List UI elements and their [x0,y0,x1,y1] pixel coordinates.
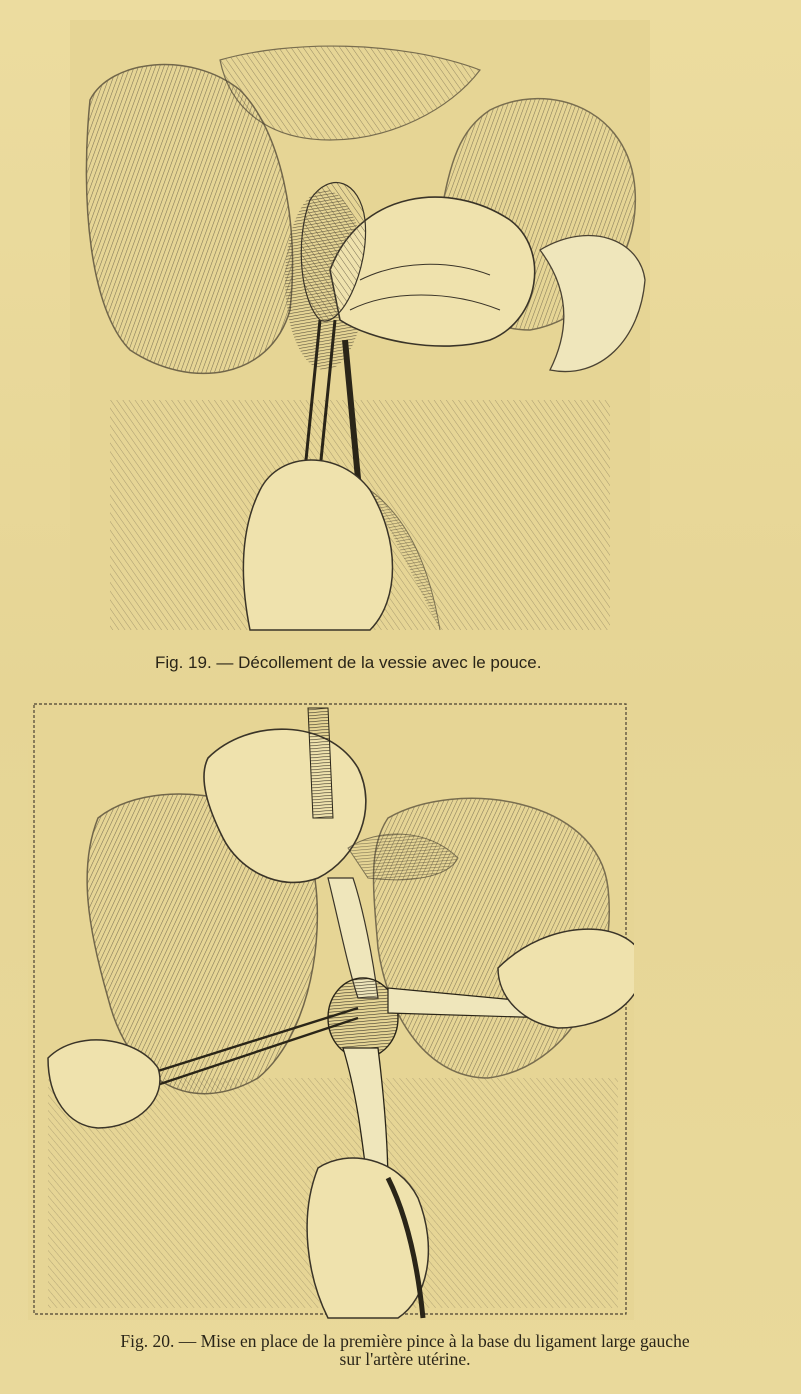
figure-20-caption-line-1: Fig. 20. — Mise en place de la première pince à la base du ligament large gauche [120,1331,690,1351]
figure-20-illustration [28,698,634,1320]
figure-19-engraving [70,20,650,640]
figure-20-caption-line-2: sur l'artère utérine. [339,1349,471,1369]
figure-19-caption: Fig. 19. — Décollement de la vessie avec le pouce. [155,653,542,672]
figure-20-caption [20,1332,790,1368]
figure-20-engraving [28,698,634,1320]
figure-19-illustration [70,20,650,640]
